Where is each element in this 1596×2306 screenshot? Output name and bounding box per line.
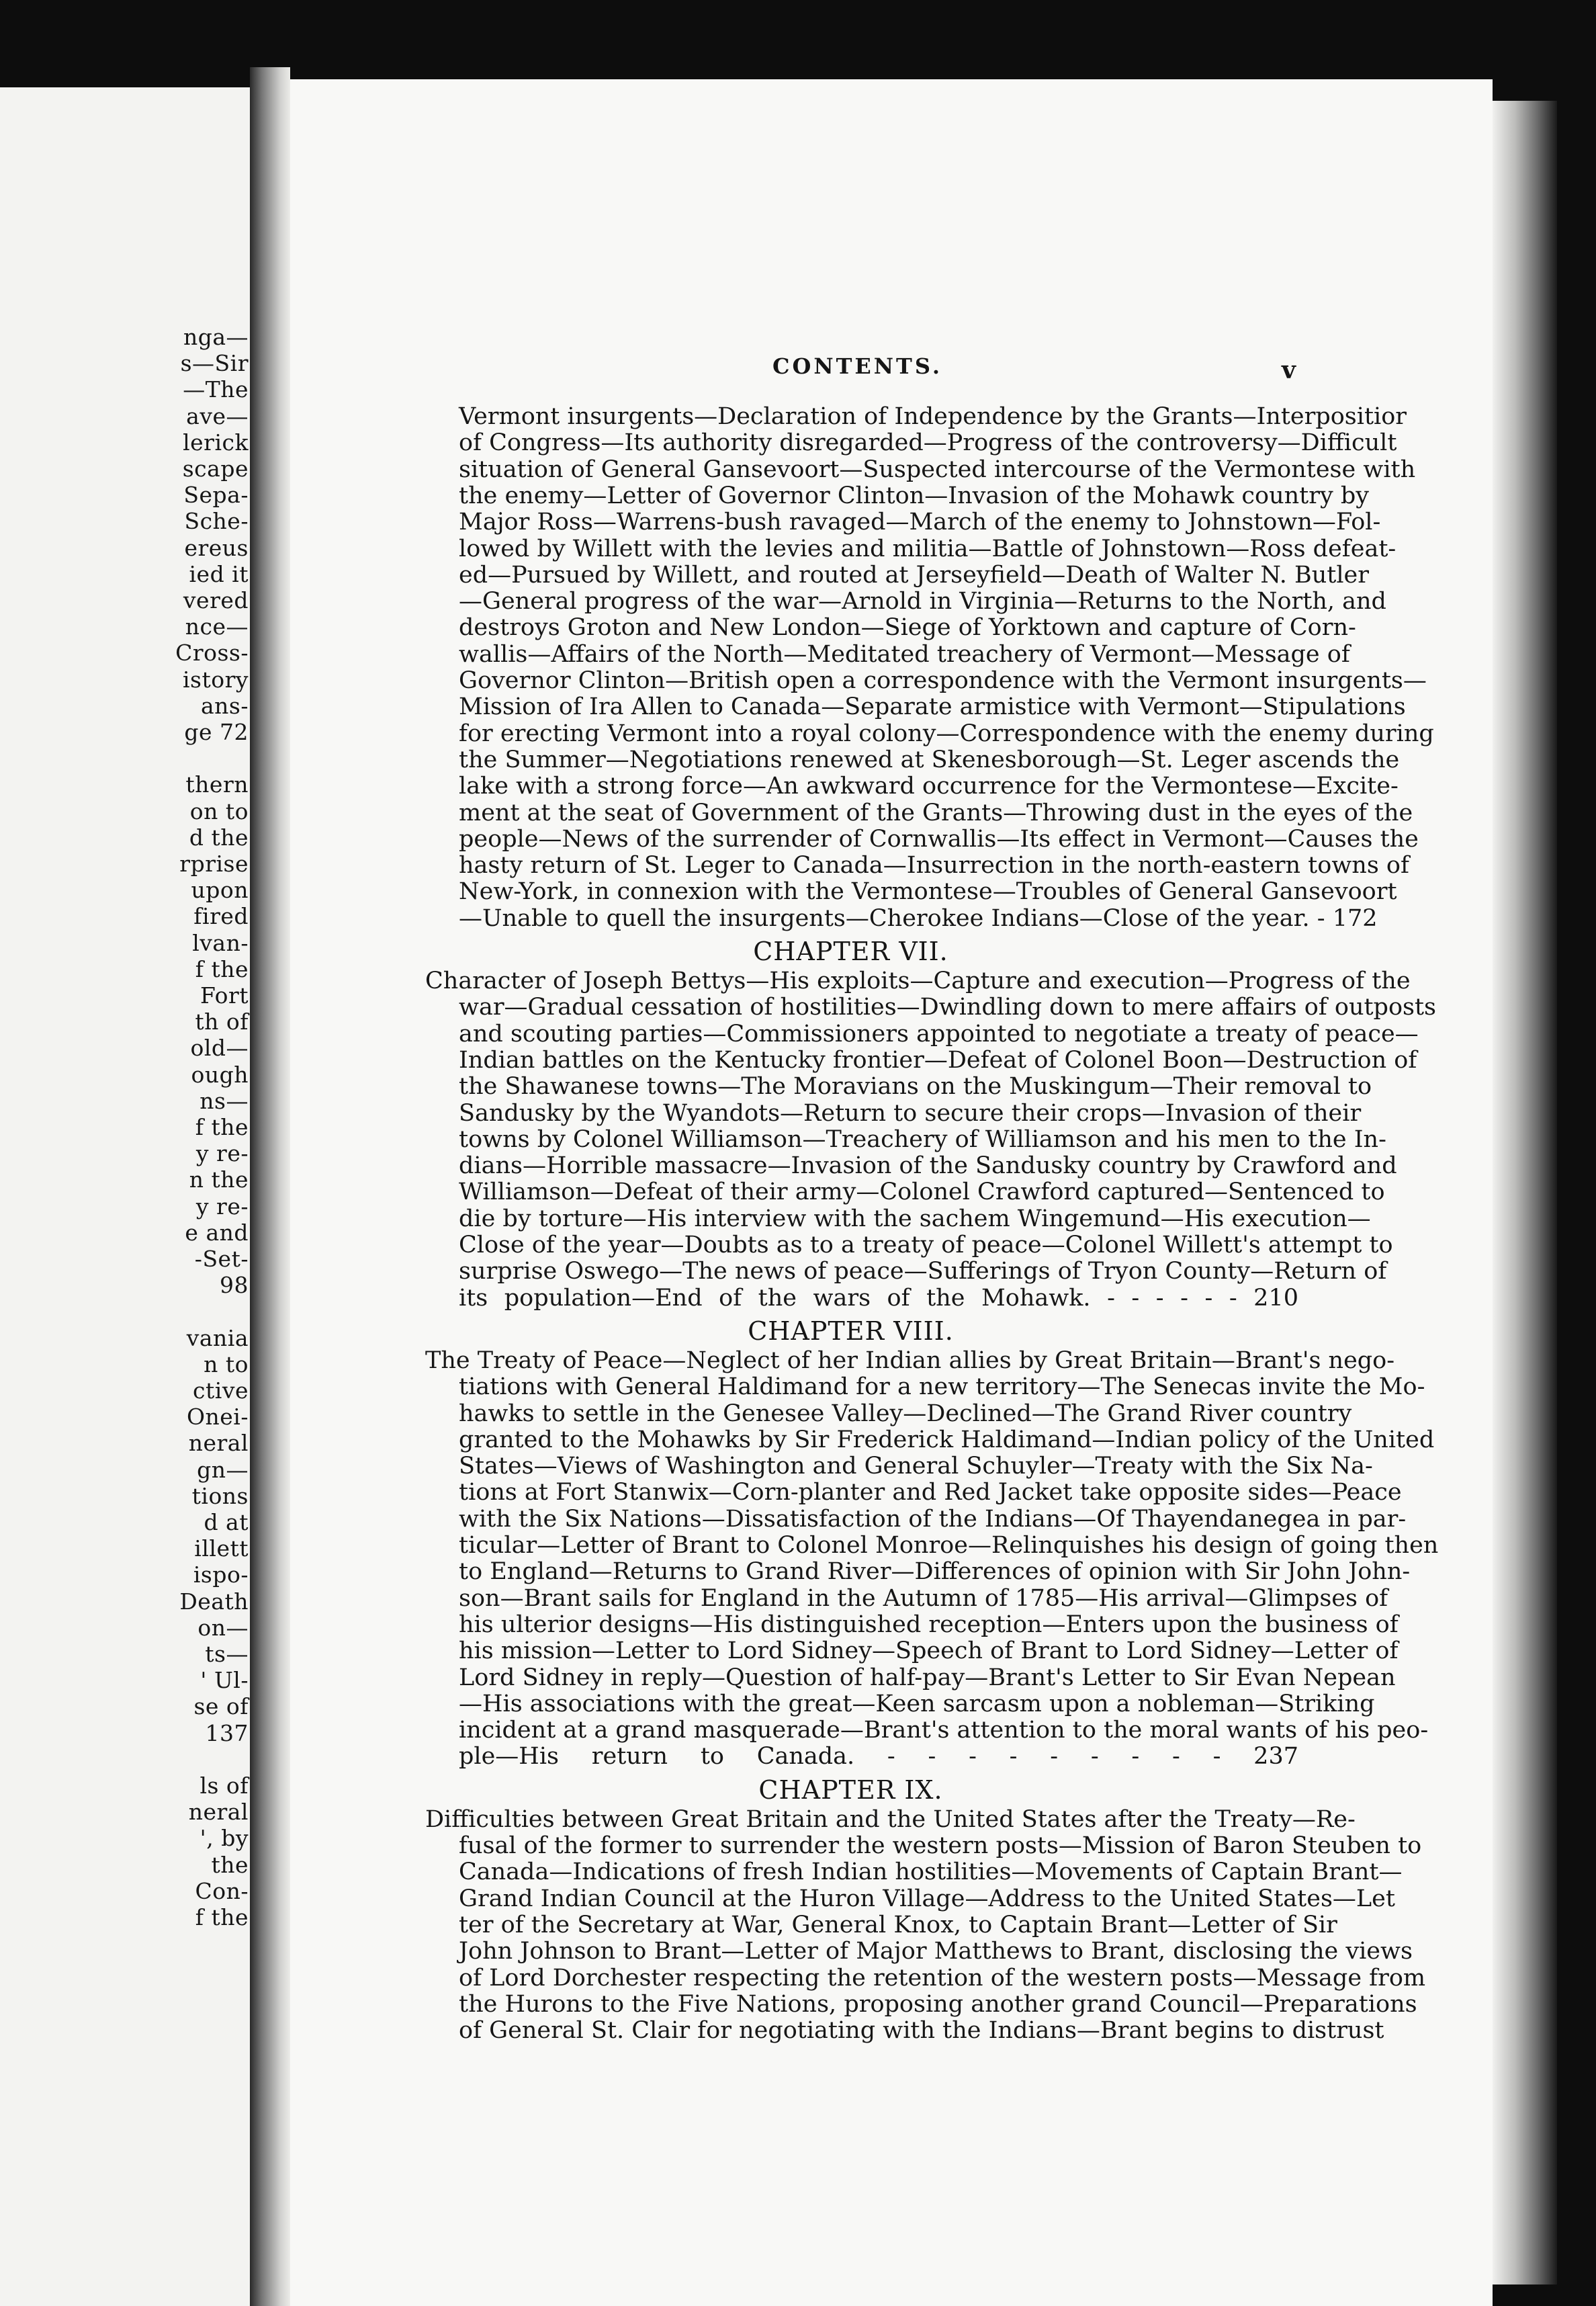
left-page-line-fragment: ls of xyxy=(200,1773,249,1799)
chapter-heading: CHAPTER VIII. xyxy=(748,1316,954,1346)
left-page-line-fragment: Sepa- xyxy=(183,482,249,509)
chapter-heading: CHAPTER VII. xyxy=(753,937,948,966)
contents-line: incident at a grand masquerade—Brant's attention to the moral wants of his peo- xyxy=(459,1717,1429,1744)
left-page-line-fragment: ied it xyxy=(189,560,249,587)
page-gutter xyxy=(250,67,290,2306)
contents-line: the Shawanese towns—The Moravians on the Muskingum—Their removal to xyxy=(459,1073,1372,1101)
left-page-line-fragment: ereus xyxy=(184,534,249,561)
contents-line: of Congress—Its authority disregarded—Progress of the controversy—Difficult xyxy=(459,429,1397,457)
contents-line: ple—His return to Canada. - - - - - - - - - 237 xyxy=(459,1743,1298,1770)
contents-line: lake with a strong force—An awkward occurrence for the Vermontese—Excite- xyxy=(459,773,1399,800)
left-page-line-fragment: e and xyxy=(185,1219,249,1246)
contents-line: New-York, in connexion with the Vermontese—Troubles of General Gansevoort xyxy=(459,878,1397,906)
contents-line: John Johnson to Brant—Letter of Major Matthews to Brant, disclosing the views xyxy=(459,1938,1413,1965)
left-page-line-fragment: ts— xyxy=(205,1641,249,1667)
contents-line: —His associations with the great—Keen sarcasm upon a nobleman—Striking xyxy=(459,1690,1375,1717)
left-page-line-fragment: fired xyxy=(193,903,249,930)
contents-line: ter of the Secretary at War, General Knox, to Captain Brant—Letter of Sir xyxy=(459,1911,1337,1938)
contents-line: son—Brant sails for England in the Autumn of 1785—His arrival—Glimpses of xyxy=(459,1584,1388,1612)
left-page-line-fragment: illett xyxy=(194,1535,249,1562)
left-page-line-fragment: on to xyxy=(189,798,249,824)
contents-line: tiations with General Haldimand for a new territory—The Senecas invite the Mo- xyxy=(459,1373,1425,1401)
left-page-line-fragment: Onei- xyxy=(186,1404,249,1430)
contents-line: his mission—Letter to Lord Sidney—Speech of Brant to Lord Sidney—Letter of xyxy=(459,1637,1399,1665)
left-page-line-fragment: f the xyxy=(195,955,249,982)
left-page-line-fragment: scape xyxy=(182,456,249,482)
left-page-line-fragment: n the xyxy=(189,1166,249,1193)
contents-line: Williamson—Defeat of their army—Colonel Crawford captured—Sentenced to xyxy=(459,1179,1385,1206)
left-page-line-fragment: gn— xyxy=(197,1456,249,1483)
page-number: v xyxy=(1282,356,1296,384)
left-page-line-fragment: nce— xyxy=(185,613,249,640)
left-page-line-fragment: 137 xyxy=(205,1719,249,1746)
contents-line: lowed by Willett with the levies and militia—Battle of Johnstown—Ross defeat- xyxy=(459,535,1396,562)
left-page-line-fragment: vania xyxy=(186,1324,249,1351)
contents-line: Vermont insurgents—Declaration of Independence by the Grants—Interpositior xyxy=(459,403,1407,430)
left-page-line-fragment: neral xyxy=(188,1430,249,1457)
left-page-line-fragment: se of xyxy=(193,1693,249,1720)
contents-line: tions at Fort Stanwix—Corn-planter and Red Jacket take opposite sides—Peace xyxy=(459,1479,1402,1506)
left-page-line-fragment: lvan- xyxy=(192,929,249,956)
left-page-line-fragment: nga— xyxy=(183,324,249,350)
contents-line: his ulterior designs—His distinguished reception—Enters upon the business of xyxy=(459,1611,1399,1638)
contents-line: Grand Indian Council at the Huron Village—Address to the United States—Let xyxy=(459,1885,1395,1912)
contents-line: the enemy—Letter of Governor Clinton—Invasion of the Mohawk country by xyxy=(459,482,1370,509)
contents-line: of Lord Dorchester respecting the retention of the western posts—Message from xyxy=(459,1964,1426,1992)
left-page-line-fragment: ans- xyxy=(200,692,249,719)
contents-line: granted to the Mohawks by Sir Frederick Haldimand—Indian policy of the United xyxy=(459,1426,1435,1453)
contents-line: to England—Returns to Grand River—Differences of opinion with Sir John John- xyxy=(459,1558,1411,1586)
left-page-line-fragment: Con- xyxy=(195,1877,249,1904)
left-page-line-fragment: on— xyxy=(197,1614,249,1641)
left-page-line-fragment: vered xyxy=(183,587,249,613)
left-page-line-fragment: 98 xyxy=(220,1272,249,1299)
contents-line: towns by Colonel Williamson—Treachery of Williamson and his men to the In- xyxy=(459,1125,1386,1153)
left-page-line-fragment: y re- xyxy=(195,1140,249,1167)
left-page-line-fragment: ctive xyxy=(193,1377,249,1404)
contents-line: destroys Groton and New London—Siege of Yorktown and capture of Corn- xyxy=(459,614,1356,642)
contents-line: Mission of Ira Allen to Canada—Separate armistice with Vermont—Stipulations xyxy=(459,693,1406,721)
left-page-line-fragment: f the xyxy=(195,1114,249,1140)
contents-line: situation of General Gansevoort—Suspected intercourse of the Vermontese with xyxy=(459,456,1416,483)
left-page-line-fragment: -Set- xyxy=(194,1246,249,1272)
left-page-line-fragment: the xyxy=(211,1851,249,1878)
contents-line: Close of the year—Doubts as to a treaty of peace—Colonel Willett's attempt to xyxy=(459,1232,1393,1258)
contents-line: ticular—Letter of Brant to Colonel Monroe—Relinquishes his design of going then xyxy=(459,1532,1439,1559)
contents-line: Indian battles on the Kentucky frontier—Defeat of Colonel Boon—Destruction of xyxy=(459,1046,1417,1074)
left-page-line-fragment: rprise xyxy=(179,851,249,877)
left-page-line-fragment: upon xyxy=(191,877,249,904)
left-page-line-fragment: d the xyxy=(189,824,249,851)
left-page-line-fragment: ns— xyxy=(200,1087,249,1114)
contents-line: surprise Oswego—The news of peace—Sufferings of Tryon County—Return of xyxy=(459,1258,1387,1285)
left-page-line-fragment: thern xyxy=(185,771,249,798)
left-page-line-fragment: Death xyxy=(179,1588,249,1615)
contents-line: war—Gradual cessation of hostilities—Dwindling down to mere affairs of outposts xyxy=(459,994,1437,1021)
left-page-line-fragment: d at xyxy=(204,1509,249,1535)
contents-line: Character of Joseph Bettys—His exploits—Capture and execution—Progress of the xyxy=(425,968,1411,994)
left-page-line-fragment: —The xyxy=(183,376,249,403)
left-page-line-fragment: ', by xyxy=(200,1825,249,1852)
left-page-line-fragment: istory xyxy=(182,666,249,693)
left-page-line-fragment: ispo- xyxy=(193,1562,249,1588)
contents-line: people—News of the surrender of Cornwallis—Its effect in Vermont—Causes the xyxy=(459,825,1419,853)
contents-line: Canada—Indications of fresh Indian hostilities—Movements of Captain Brant— xyxy=(459,1859,1403,1886)
left-page-line-fragment: neral xyxy=(188,1799,249,1826)
contents-line: the Summer—Negotiations renewed at Skenesborough—St. Leger ascends the xyxy=(459,746,1400,773)
left-page-line-fragment: Sche- xyxy=(184,508,249,535)
contents-line: —General progress of the war—Arnold in Virginia—Returns to the North, and xyxy=(459,588,1386,615)
contents-line: and scouting parties—Commissioners appointed to negotiate a treaty of peace— xyxy=(459,1020,1419,1048)
contents-line: fusal of the former to surrender the western posts—Mission of Baron Steuben to xyxy=(459,1832,1422,1859)
chapter-heading: CHAPTER IX. xyxy=(758,1775,943,1805)
contents-line: States—Views of Washington and General Schuyler—Treaty with the Six Na- xyxy=(459,1453,1373,1480)
left-page-line-fragment: ' Ul- xyxy=(200,1667,249,1694)
left-page-line-fragment: lerick xyxy=(183,429,249,456)
contents-line: dians—Horrible massacre—Invasion of the Sandusky country by Crawford and xyxy=(459,1152,1397,1180)
left-page-line-fragment: ough xyxy=(191,1061,249,1088)
contents-line: die by torture—His interview with the sachem Wingemund—His execution— xyxy=(459,1205,1371,1232)
contents-line: —Unable to quell the insurgents—Cherokee Indians—Close of the year. - 172 xyxy=(459,904,1378,932)
contents-line: of General St. Clair for negotiating with the Indians—Brant begins to distrust xyxy=(459,2017,1384,2045)
contents-line: Difficulties between Great Britain and the United States after the Treaty—Re- xyxy=(425,1805,1356,1833)
contents-line: wallis—Affairs of the North—Meditated treachery of Vermont—Message of xyxy=(459,640,1350,668)
left-page-line-fragment: th of xyxy=(195,1009,249,1035)
contents-line: its population—End of the wars of the Mohawk. - - - - - - 210 xyxy=(459,1284,1298,1312)
contents-line: Governor Clinton—British open a correspondence with the Vermont insurgents— xyxy=(459,667,1427,694)
contents-line: The Treaty of Peace—Neglect of her Indian allies by Great Britain—Brant's nego- xyxy=(425,1347,1395,1374)
contents-line: Major Ross—Warrens-bush ravaged—March of the enemy to Johnstown—Fol- xyxy=(459,509,1381,536)
left-facing-page xyxy=(0,87,250,2306)
left-page-line-fragment: ave— xyxy=(186,402,249,429)
contents-line: for erecting Vermont into a royal colony—Correspondence with the enemy during xyxy=(459,720,1434,747)
running-head: CONTENTS. xyxy=(772,353,942,379)
contents-line: hawks to settle in the Genesee Valley—Declined—The Grand River country xyxy=(459,1400,1352,1427)
left-page-line-fragment: old— xyxy=(190,1035,249,1062)
contents-line: the Hurons to the Five Nations, proposing another grand Council—Preparations xyxy=(459,1990,1417,2018)
contents-line: hasty return of St. Leger to Canada—Insurrection in the north-eastern towns of xyxy=(459,852,1409,880)
contents-line: Lord Sidney in reply—Question of half-pay—Brant's Letter to Sir Evan Nepean xyxy=(459,1664,1396,1691)
contents-line: with the Six Nations—Dissatisfaction of the Indians—Of Thayendanegea in par- xyxy=(459,1505,1407,1533)
contents-line: ed—Pursued by Willett, and routed at Jerseyfield—Death of Walter N. Butler xyxy=(459,561,1370,589)
left-page-line-fragment: n to xyxy=(204,1351,249,1377)
left-page-line-fragment: f the xyxy=(195,1904,249,1930)
left-page-line-fragment: ge 72 xyxy=(184,719,249,745)
left-page-line-fragment: tions xyxy=(191,1482,249,1509)
page-edge-shadow xyxy=(1493,101,1557,2284)
left-page-line-fragment: y re- xyxy=(195,1193,249,1220)
left-page-line-fragment: Cross- xyxy=(175,640,249,667)
left-page-line-fragment: s—Sir xyxy=(180,350,249,377)
left-page-line-fragment: Fort xyxy=(200,982,249,1009)
contents-line: ment at the seat of Government of the Grants—Throwing dust in the eyes of the xyxy=(459,799,1413,826)
contents-line: Sandusky by the Wyandots—Return to secure their crops—Invasion of their xyxy=(459,1099,1362,1127)
